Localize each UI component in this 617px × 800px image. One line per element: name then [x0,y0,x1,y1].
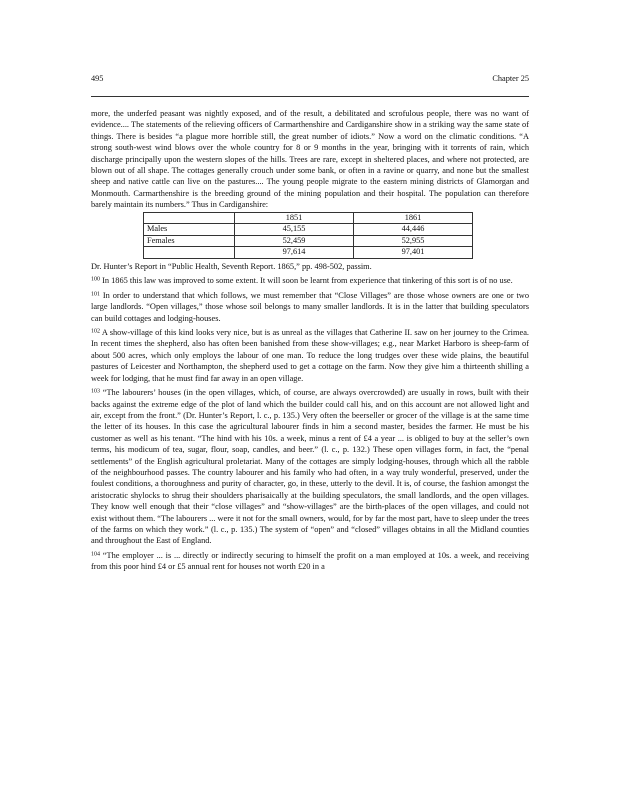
table-cell: 97,401 [354,247,473,259]
footnote-text: A show-village of this kind looks very nice, but is as unreal as the villages that Catherine II. saw on her journey to the Crimea. In recent times the shepherd, also has often been banished from these show-villages; e.g., near Market Harboro is sheep-farm of about 500 acres, which only employs the labour of one man. To reduce the long trudges over these wide plains, the beautiful pastures of Leicester and Northampton, the shepherd used to get a cottage on the farm. Now they give him a thirteenth shilling a week for lodging, that he must find far away in an open village. [91,328,529,383]
footnote-number: 103 [91,388,100,395]
table-cell [144,247,235,259]
page-body [91,108,529,573]
footnote-number: 102 [91,328,100,335]
footnote-number: 100 [91,276,100,283]
footnote-text: In order to understand that which follows, we must remember that “Close Villages” are those whose owners are one or two large landlords. “Open villages,” those whose soil belongs to many smaller landlords. It is in the latter that building speculators can build cottages and lodging-houses. [91,290,529,323]
table-header-cell: 1851 [235,212,354,224]
table-cell: Females [144,235,235,247]
footnote-text: In 1865 this law was improved to some extent. It will soon be learnt from experience that tinkering of this sort is of no use. [100,276,513,286]
population-table [143,212,473,259]
footnote-102 [91,327,529,384]
table-header-cell: 1861 [354,212,473,224]
footnote-number: 104 [91,551,100,558]
document-page [91,74,529,573]
table-cell: 97,614 [235,247,354,259]
table-cell: 45,155 [235,224,354,236]
table-cell: Males [144,224,235,236]
table-cell: 52,955 [354,235,473,247]
table-header-row [144,212,473,224]
table-header-cell [144,212,235,224]
table-cell: 44,446 [354,224,473,236]
footnote-104 [91,550,529,573]
table-row [144,224,473,236]
footnote-text: “The labourers’ houses (in the open villages, which, of course, are always overcrowded) are usually in rows, built with their backs against the extreme edge of the plot of land which the builder could call his, and on this account are not allowed light and air, except from the front.” (Dr. Hunter’s Report, l. c., p. 135.) Very often the beerseller or grocer of the village is at the same time the letter of its houses. In this case the agricultural labourer finds in him a second master, besides the farmer. He must be his customer as well as his tenant. “The hind with his 10s. a week, minus a rent of £4 a year ... is obliged to buy at the seller’s own terms, his modicum of tea, sugar, flour, soap, candles, and beer.” (l. c., p. 132.) These open villages form, in fact, the “penal settlements” of the English agricultural proletariat. Many of the cottages are simply lodging-houses, through which all the rabble of the neighbourhood passes. The country labourer and his family who had often, in a way truly wonderful, preserved, under the foulest conditions, a thoroughness and purity of character, go, in these, utterly to the devil. It is, of course, the fashion amongst the aristocratic shylocks to shrug their shoulders pharisaically at the building speculators, the small landlords, and the open villages. They know well enough that their “close villages” and “show-villages” are the birth-places of the open villages, and could not exist without them. “The labourers ... were it not for the small owners, would, for by far the most part, have to sleep under the trees of the farms on which they work.” (l. c., p. 135.) The system of “open” and “closed” villages obtains in all the Midland counties and throughout the East of England. [91,388,529,546]
footnote-101 [91,290,529,324]
footnote-100 [91,275,529,286]
intro-paragraph: more, the underfed peasant was nightly exposed, and of the result, a debilitated and scrofulous people, there was no want of evidence.... The statements of the relieving officers of Carmarthenshire and Cardiganshire show in a striking way the same state of things. There is besides “a plague more horrible still, the great number of idiots.” Now a word on the climatic conditions. “A strong south-west wind blows over the whole country for 8 or 9 months in the year, bringing with it torrents of rain, which discharge principally upon the western slopes of the hills. Trees are rare, except in sheltered places, and where not protected, are blown out of all shape. The cottages generally crouch under some bank, or often in a ravine or quarry, and none but the smallest sheep and native cattle can live on the pastures.... The young people migrate to the eastern mining districts of Glamorgan and Monmouth. Carmarthenshire is the breeding ground of the mining population and their hospital. The population can therefore barely maintain its numbers.” Thus in Cardiganshire: [91,109,529,210]
source-citation: Dr. Hunter’s Report in “Public Health, Seventh Report. 1865,” pp. 498-502, passim. [91,262,372,272]
chapter-title: Chapter 25 [492,74,529,83]
footnote-text: “The employer ... is ... directly or indirectly securing to himself the profit on a man employed at 10s. a week, and receiving from this poor hind £4 or £5 annual rent for houses not worth £20 in a [91,550,529,572]
running-header [91,74,529,84]
table-row [144,247,473,259]
footnote-103 [91,387,529,547]
page-number: 495 [91,74,104,83]
table-row [144,235,473,247]
table-cell: 52,459 [235,235,354,247]
header-rule [91,96,529,97]
footnote-number: 101 [91,291,100,298]
